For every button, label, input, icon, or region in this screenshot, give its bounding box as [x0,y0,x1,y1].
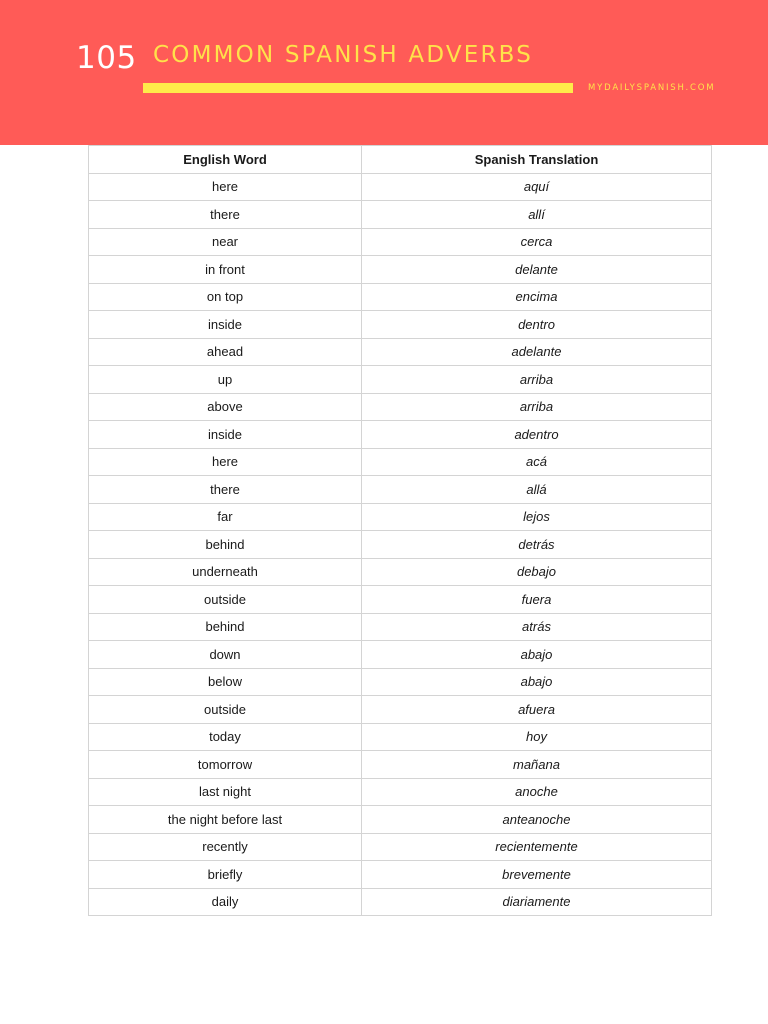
table-row [89,778,712,806]
table-row [89,861,712,889]
spanish-translation-cell: dentro [362,311,712,339]
header-banner [0,0,768,145]
english-word-cell: down [89,641,362,669]
table-row [89,393,712,421]
table-row [89,723,712,751]
english-word-cell: far [89,503,362,531]
spanish-translation-cell: arriba [362,393,712,421]
english-word-cell: briefly [89,861,362,889]
column-header-english: English Word [89,146,362,174]
spanish-translation-cell: delante [362,256,712,284]
table-row [89,173,712,201]
spanish-translation-cell: allí [362,201,712,229]
spanish-translation-cell: hoy [362,723,712,751]
table-row [89,558,712,586]
table-row [89,531,712,559]
spanish-translation-cell: debajo [362,558,712,586]
spanish-translation-cell: adelante [362,338,712,366]
spanish-translation-cell: arriba [362,366,712,394]
english-word-cell: up [89,366,362,394]
table-body [89,173,712,916]
english-word-cell: underneath [89,558,362,586]
table-header-row [89,146,712,174]
table-row [89,338,712,366]
table-row [89,256,712,284]
table-row [89,283,712,311]
page-title: COMMON SPANISH ADVERBS [153,42,534,68]
adverb-count: 105 [76,40,137,76]
spanish-translation-cell: cerca [362,228,712,256]
spanish-translation-cell: mañana [362,751,712,779]
english-word-cell: there [89,476,362,504]
table-row [89,228,712,256]
spanish-translation-cell: anteanoche [362,806,712,834]
table-row [89,751,712,779]
spanish-translation-cell: encima [362,283,712,311]
english-word-cell: below [89,668,362,696]
english-word-cell: here [89,173,362,201]
spanish-translation-cell: fuera [362,586,712,614]
table-row [89,888,712,916]
english-word-cell: behind [89,613,362,641]
english-word-cell: ahead [89,338,362,366]
spanish-translation-cell: anoche [362,778,712,806]
title-underline-bar [143,83,573,93]
spanish-translation-cell: detrás [362,531,712,559]
table-row [89,476,712,504]
spanish-translation-cell: aquí [362,173,712,201]
site-name: MYDAILYSPANISH.COM [588,83,716,93]
english-word-cell: outside [89,586,362,614]
english-word-cell: outside [89,696,362,724]
table-row [89,833,712,861]
spanish-translation-cell: afuera [362,696,712,724]
english-word-cell: last night [89,778,362,806]
english-word-cell: here [89,448,362,476]
table-row [89,448,712,476]
spanish-translation-cell: allá [362,476,712,504]
column-header-spanish: Spanish Translation [362,146,712,174]
english-word-cell: tomorrow [89,751,362,779]
table-row [89,668,712,696]
adverbs-table [88,145,712,916]
english-word-cell: the night before last [89,806,362,834]
table-row [89,806,712,834]
table-row [89,311,712,339]
english-word-cell: daily [89,888,362,916]
english-word-cell: near [89,228,362,256]
table-row [89,613,712,641]
english-word-cell: inside [89,311,362,339]
spanish-translation-cell: adentro [362,421,712,449]
spanish-translation-cell: abajo [362,641,712,669]
spanish-translation-cell: brevemente [362,861,712,889]
table-row [89,201,712,229]
english-word-cell: today [89,723,362,751]
english-word-cell: behind [89,531,362,559]
table-row [89,696,712,724]
spanish-translation-cell: diariamente [362,888,712,916]
english-word-cell: above [89,393,362,421]
table-row [89,421,712,449]
spanish-translation-cell: abajo [362,668,712,696]
table-row [89,366,712,394]
table-row [89,641,712,669]
spanish-translation-cell: lejos [362,503,712,531]
table-row [89,586,712,614]
table-row [89,503,712,531]
english-word-cell: inside [89,421,362,449]
spanish-translation-cell: atrás [362,613,712,641]
spanish-translation-cell: recientemente [362,833,712,861]
english-word-cell: on top [89,283,362,311]
spanish-translation-cell: acá [362,448,712,476]
english-word-cell: there [89,201,362,229]
english-word-cell: in front [89,256,362,284]
english-word-cell: recently [89,833,362,861]
